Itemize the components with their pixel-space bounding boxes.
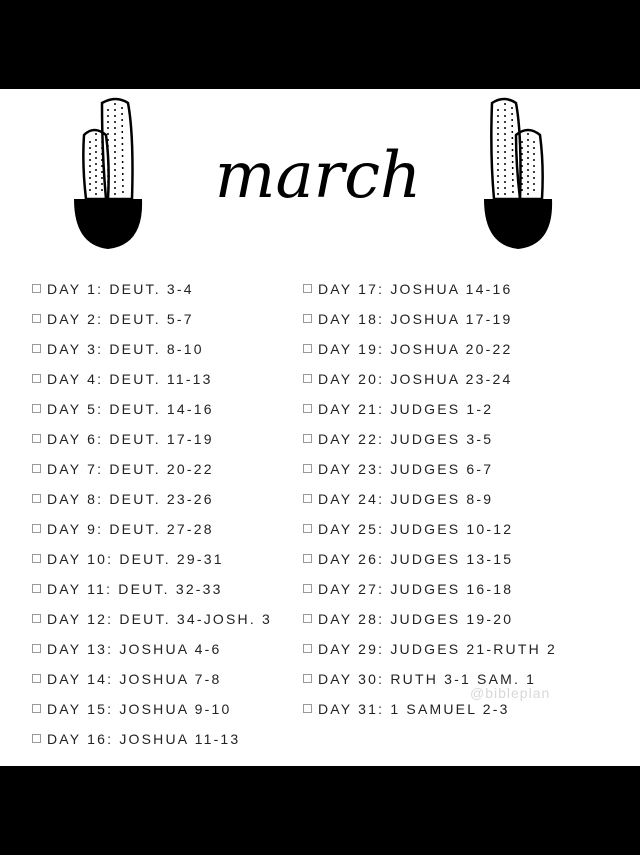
- reading-label: DAY 3: DEUT. 8-10: [47, 341, 204, 357]
- checkbox[interactable]: [303, 524, 312, 533]
- reading-item[interactable]: [303, 514, 557, 544]
- reading-label: DAY 19: JOSHUA 20-22: [318, 341, 513, 357]
- reading-item[interactable]: [32, 484, 272, 514]
- checkbox[interactable]: [303, 674, 312, 683]
- reading-item[interactable]: [32, 424, 272, 454]
- checkbox[interactable]: [303, 554, 312, 563]
- reading-item[interactable]: [303, 424, 557, 454]
- reading-label: DAY 8: DEUT. 23-26: [47, 491, 214, 507]
- reading-label: DAY 2: DEUT. 5-7: [47, 311, 194, 327]
- reading-item[interactable]: [303, 484, 557, 514]
- reading-item[interactable]: [303, 334, 557, 364]
- checkbox[interactable]: [32, 554, 41, 563]
- checkbox[interactable]: [303, 344, 312, 353]
- reading-item[interactable]: [32, 604, 272, 634]
- checkbox[interactable]: [32, 404, 41, 413]
- checkbox[interactable]: [303, 494, 312, 503]
- reading-label: DAY 5: DEUT. 14-16: [47, 401, 214, 417]
- reading-list-right: [303, 274, 557, 724]
- checkbox[interactable]: [32, 284, 41, 293]
- reading-label: DAY 7: DEUT. 20-22: [47, 461, 214, 477]
- checkbox[interactable]: [32, 524, 41, 533]
- checkbox[interactable]: [32, 704, 41, 713]
- reading-label: DAY 6: DEUT. 17-19: [47, 431, 214, 447]
- checkbox[interactable]: [303, 284, 312, 293]
- checkbox[interactable]: [32, 464, 41, 473]
- reading-item[interactable]: [32, 724, 272, 754]
- reading-label: DAY 31: 1 SAMUEL 2-3: [318, 701, 510, 717]
- watermark: @bibleplan: [470, 685, 551, 701]
- reading-label: DAY 10: DEUT. 29-31: [47, 551, 224, 567]
- reading-item[interactable]: [32, 664, 272, 694]
- reading-item[interactable]: [32, 694, 272, 724]
- reading-label: DAY 23: JUDGES 6-7: [318, 461, 494, 477]
- reading-item[interactable]: [32, 514, 272, 544]
- checkbox[interactable]: [32, 434, 41, 443]
- checkbox[interactable]: [32, 584, 41, 593]
- svg-text:march: march: [214, 139, 422, 213]
- reading-item[interactable]: [303, 634, 557, 664]
- checkbox[interactable]: [303, 614, 312, 623]
- reading-label: DAY 30: RUTH 3-1 SAM. 1: [318, 671, 537, 687]
- checkbox[interactable]: [303, 434, 312, 443]
- checkbox[interactable]: [32, 674, 41, 683]
- reading-item[interactable]: [32, 574, 272, 604]
- reading-label: DAY 29: JUDGES 21-RUTH 2: [318, 641, 558, 657]
- reading-item[interactable]: [32, 334, 272, 364]
- reading-item[interactable]: [32, 394, 272, 424]
- reading-item[interactable]: [32, 364, 272, 394]
- reading-label: DAY 14: JOSHUA 7-8: [47, 671, 222, 687]
- checkbox[interactable]: [32, 614, 41, 623]
- reading-label: DAY 9: DEUT. 27-28: [47, 521, 214, 537]
- checkbox[interactable]: [303, 314, 312, 323]
- reading-label: DAY 22: JUDGES 3-5: [318, 431, 494, 447]
- reading-label: DAY 28: JUDGES 19-20: [318, 611, 514, 627]
- cactus-pot-icon: [482, 95, 554, 253]
- reading-label: DAY 20: JOSHUA 23-24: [318, 371, 513, 387]
- checkbox[interactable]: [303, 584, 312, 593]
- reading-label: DAY 17: JOSHUA 14-16: [318, 281, 513, 297]
- reading-item[interactable]: [303, 304, 557, 334]
- checkbox[interactable]: [32, 494, 41, 503]
- reading-label: DAY 25: JUDGES 10-12: [318, 521, 514, 537]
- checkbox[interactable]: [303, 704, 312, 713]
- reading-item[interactable]: [32, 634, 272, 664]
- reading-label: DAY 4: DEUT. 11-13: [47, 371, 213, 387]
- reading-label: DAY 18: JOSHUA 17-19: [318, 311, 513, 327]
- checkbox[interactable]: [303, 374, 312, 383]
- reading-list-left: [32, 274, 272, 754]
- reading-label: DAY 1: DEUT. 3-4: [47, 281, 194, 297]
- reading-label: DAY 27: JUDGES 16-18: [318, 581, 514, 597]
- reading-label: DAY 15: JOSHUA 9-10: [47, 701, 232, 717]
- checkbox[interactable]: [303, 404, 312, 413]
- reading-item[interactable]: [32, 304, 272, 334]
- reading-item[interactable]: [303, 274, 557, 304]
- reading-item[interactable]: [303, 574, 557, 604]
- reading-label: DAY 21: JUDGES 1-2: [318, 401, 494, 417]
- reading-item[interactable]: [303, 364, 557, 394]
- reading-item[interactable]: [303, 544, 557, 574]
- reading-item[interactable]: [303, 454, 557, 484]
- reading-item[interactable]: [303, 394, 557, 424]
- reading-label: DAY 12: DEUT. 34-JOSH. 3: [47, 611, 273, 627]
- checkbox[interactable]: [303, 644, 312, 653]
- reading-label: DAY 26: JUDGES 13-15: [318, 551, 514, 567]
- reading-item[interactable]: [32, 454, 272, 484]
- reading-item[interactable]: [303, 604, 557, 634]
- reading-label: DAY 11: DEUT. 32-33: [47, 581, 223, 597]
- reading-label: DAY 24: JUDGES 8-9: [318, 491, 494, 507]
- reading-label: DAY 13: JOSHUA 4-6: [47, 641, 222, 657]
- checkbox[interactable]: [32, 374, 41, 383]
- checkbox[interactable]: [32, 644, 41, 653]
- reading-item[interactable]: [32, 274, 272, 304]
- checkbox[interactable]: [32, 314, 41, 323]
- checkbox[interactable]: [32, 734, 41, 743]
- checkbox[interactable]: [303, 464, 312, 473]
- checkbox[interactable]: [32, 344, 41, 353]
- reading-plan-page: [0, 89, 640, 766]
- reading-label: DAY 16: JOSHUA 11-13: [47, 731, 241, 747]
- reading-item[interactable]: [32, 544, 272, 574]
